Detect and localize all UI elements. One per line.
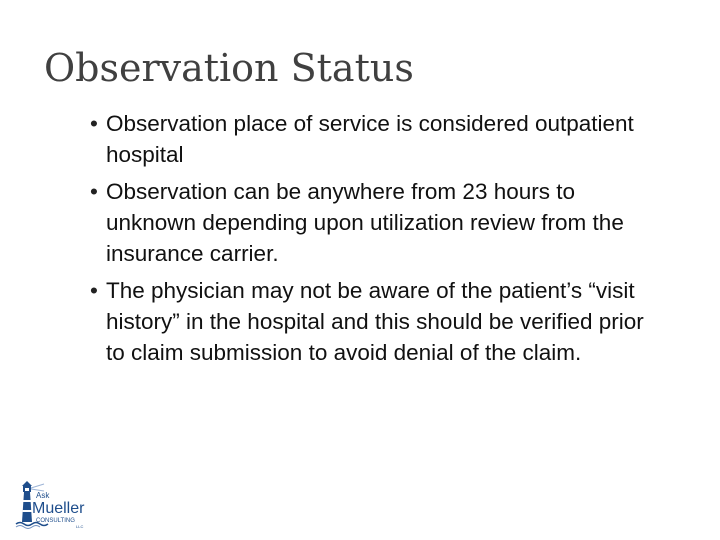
logo-suffix: LLC bbox=[76, 524, 84, 529]
bullet-item: • Observation place of service is considered outpatient hospital bbox=[90, 108, 650, 170]
logo-word-ask: Ask bbox=[36, 491, 50, 500]
lighthouse-logo-icon bbox=[14, 478, 94, 530]
slide-title: Observation Status bbox=[44, 46, 414, 90]
bullet-item: • Observation can be anywhere from 23 hours to unknown depending upon utilization review from the insurance carrier. bbox=[90, 176, 650, 269]
bullet-list bbox=[90, 108, 650, 374]
bullet-item: • The physician may not be aware of the patient’s “visit history” in the hospital and this should be verified prior to claim submission to avoid denial of the claim. bbox=[90, 275, 650, 368]
company-logo bbox=[14, 478, 94, 530]
logo-word-main: Mueller bbox=[32, 500, 85, 517]
logo-word-sub: CONSULTING bbox=[36, 518, 75, 524]
